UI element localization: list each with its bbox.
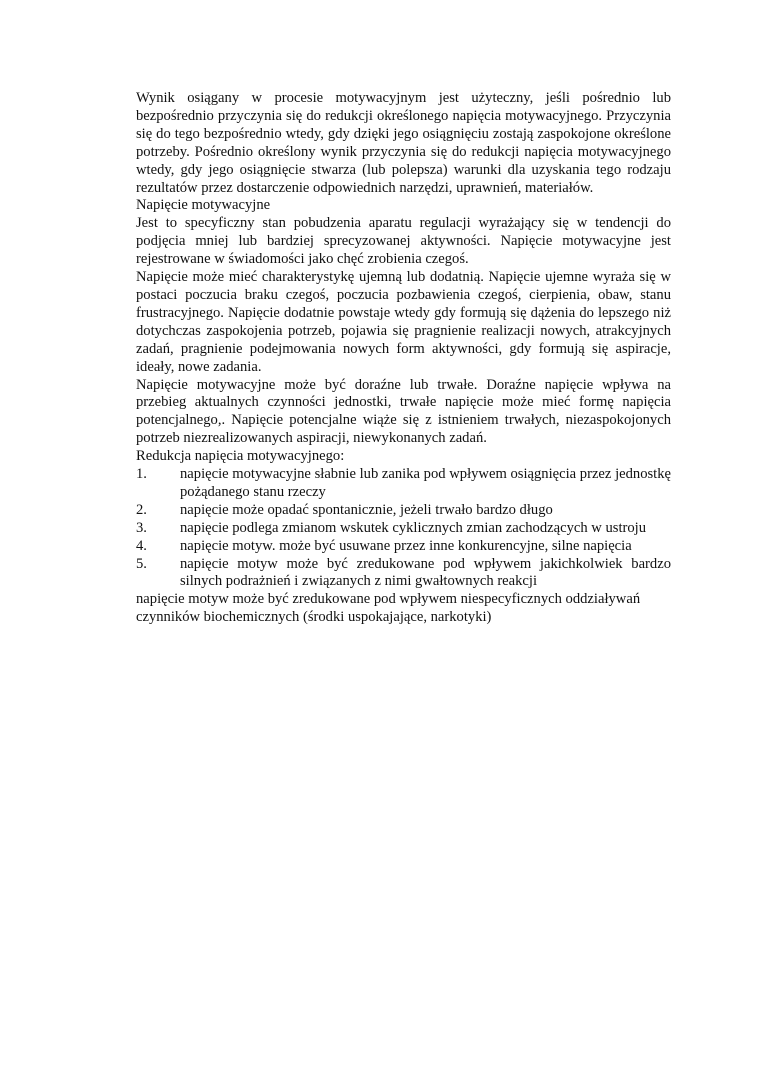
list-item-text: napięcie podlega zmianom wskutek cyklicznych zmian zachodzących w ustroju: [180, 519, 647, 536]
list-item: [136, 502, 671, 520]
heading-tension-reduction: Redukcja napięcia motywacyjnego:: [136, 448, 345, 465]
list-item: [136, 520, 671, 538]
paragraph-biochemical-reduction: napięcie motyw może być zredukowane pod wpływem niespecyficznych oddziaływań czynników biochemicznych (środki uspokajające, narkotyki): [136, 591, 641, 626]
list-item-number: 1.: [136, 466, 147, 483]
reduction-list: [136, 466, 671, 591]
paragraph-result-usefulness: Wynik osiągany w procesie motywacyjnym jest użyteczny, jeśli pośrednio lub bezpośrednio przyczynia się do redukcji określonego napięcia motywacyjnego. Przyczynia się do tego bezpośrednio wtedy, gdy dzięki jego osiągnięciu zostają zaspokojone określone potrzeby. Pośrednio określony wynik przyczynia się do redukcji napięcia motywacyjnego wtedy, gdy jego osiągnięcie stwarza (lub polepsza) warunki dla uzyskania tego rodzaju rezultatów przez dostarczenie odpowiednich narzędzi, uprawnień, materiałów.: [136, 90, 671, 196]
list-item-number: 3.: [136, 519, 147, 536]
paragraph-tension-types: Napięcie może mieć charakterystykę ujemną lub dodatnią. Napięcie ujemne wyraża się w postaci poczucia braku czegoś, poczucia pozbawienia czegoś, cierpienia, obaw, stanu frustracyjnego. Napięcie dodatnie powstaje wtedy gdy formują się dążenia do lepszego niż dotychczas zaspokojenia potrzeb, pojawia się pragnienie realizacji nowych, atrakcyjnych zadań, pragnienie podejmowania nowych form aktywności, gdy formują się aspiracje, ideały, nowe zadania.: [136, 269, 671, 375]
list-item-text: napięcie może opadać spontanicznie, jeżeli trwało bardzo długo: [180, 501, 553, 518]
list-item-number: 4.: [136, 537, 147, 554]
document-body: [136, 90, 671, 627]
list-item: [136, 556, 671, 592]
paragraph-tension-duration: Napięcie motywacyjne może być doraźne lub trwałe. Doraźne napięcie wpływa na przebieg aktualnych czynności jednostki, trwałe napięcie może mieć formę napięcia potencjalnego,. Napięcie potencjalne wiąże się z istnieniem trwałych, niezaspokojonych potrzeb niezrealizowanych aspiracji, niewykonanych zadań.: [136, 376, 671, 447]
heading-motivational-tension: Napięcie motywacyjne: [136, 197, 271, 214]
list-item-number: 2.: [136, 501, 147, 518]
list-item: [136, 466, 671, 502]
list-item: [136, 538, 671, 556]
paragraph-definition: Jest to specyficzny stan pobudzenia aparatu regulacji wyrażający się w tendencji do podjęcia mniej lub bardziej sprecyzowanej aktywności. Napięcie motywacyjne jest rejestrowane w świadomości jako chęć zrobienia czegoś.: [136, 215, 671, 268]
list-item-text: napięcie motywacyjne słabnie lub zanika pod wpływem osiągnięcia przez jednostkę pożądanego stanu rzeczy: [180, 466, 671, 500]
list-item-text: napięcie motyw. może być usuwane przez inne konkurencyjne, silne napięcia: [180, 537, 632, 554]
list-item-text: napięcie motyw może być zredukowane pod wpływem jakichkolwiek bardzo silnych podrażnień i związanych z nimi gwałtownych reakcji: [180, 555, 671, 590]
list-item-number: 5.: [136, 555, 147, 572]
